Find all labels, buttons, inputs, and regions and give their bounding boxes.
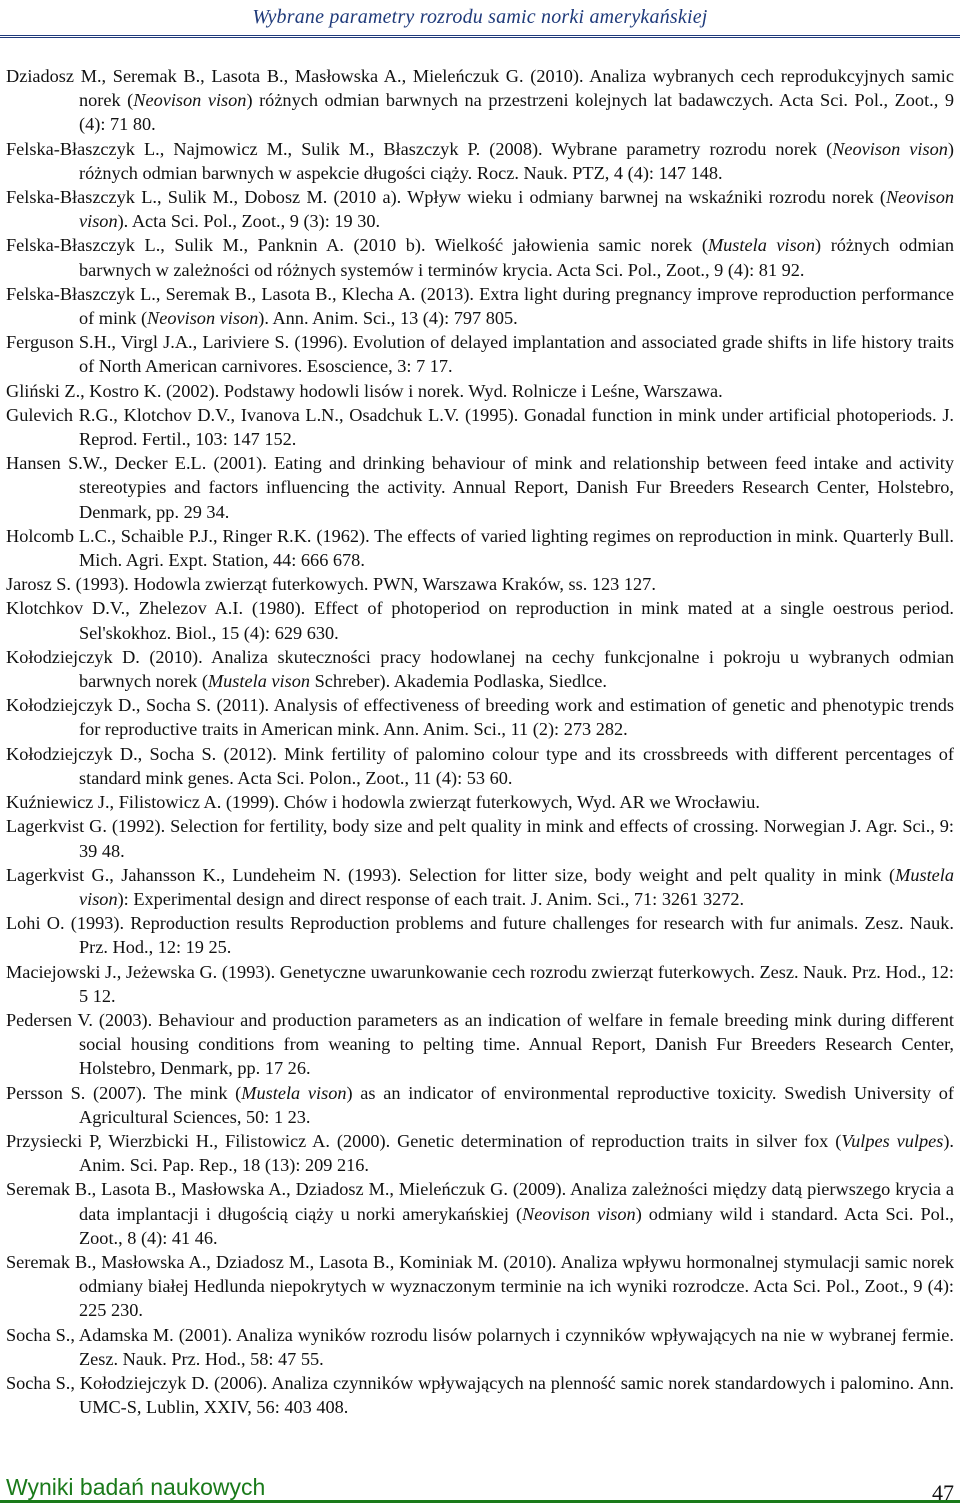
reference-item: Lohi O. (1993). Reproduction results Reproduction problems and future challenges for research with fur animals. Zesz. Nauk. Prz. Hod., 12: 19 25.	[6, 913, 954, 958]
reference-item: Felska-Błaszczyk L., Najmowicz M., Sulik M., Błaszczyk P. (2008). Wybrane parametry rozrodu norek (Neovison vison) różnych odmian barwnych w aspekcie długości ciąży. Rocz. Nauk. PTZ, 4 (4): 147 148.	[6, 138, 954, 183]
reference-list	[6, 64, 954, 1419]
reference-item: Kołodziejczyk D. (2010). Analiza skuteczności pracy hodowlanej na cechy funkcjonalne i pokroju u wybranych odmian barwnych norek (Mustela vison Schreber). Akademia Podlaska, Siedlce.	[6, 646, 954, 692]
reference-item: Holcomb L.C., Schaible P.J., Ringer R.K. (1962). The effects of varied lighting regimes on reproduction in mink. Quarterly Bull. Mich. Agri. Expt. Station, 44: 666 678.	[6, 525, 954, 571]
header-rule	[0, 35, 960, 38]
reference-item: Gulevich R.G., Klotchov D.V., Ivanova L.N., Osadchuk L.V. (1995). Gonadal function in mink under artificial photoperiods. J. Reprod. Fertil., 103: 147 152.	[6, 404, 954, 450]
reference-item: Socha S., Kołodziejczyk D. (2006). Analiza czynników wpływających na plenność samic norek standardowych i palomino. Ann. UMC-S, Lublin, XXIV, 56: 403 408.	[6, 1372, 954, 1418]
reference-item: Kołodziejczyk D., Socha S. (2012). Mink fertility of palomino colour type and its crossbreeds with different percentages of standard mink genes. Acta Sci. Polon., Zoot., 11 (4): 53 60.	[6, 743, 954, 788]
reference-item: Felska-Błaszczyk L., Sulik M., Dobosz M. (2010 a). Wpływ wieku i odmiany barwnej na wskaźniki rozrodu norek (Neovison vison). Acta Sci. Pol., Zoot., 9 (3): 19 30.	[6, 187, 954, 232]
reference-item: Dziadosz M., Seremak B., Lasota B., Masłowska A., Mieleńczuk G. (2010). Analiza wybranych cech reprodukcyjnych samic norek (Neovison vison) różnych odmian barwnych na przestrzeni kolejnych lat badawczych. Acta Sci. Pol., Zoot., 9 (4): 71 80.	[6, 66, 954, 135]
reference-item: Seremak B., Lasota B., Masłowska A., Dziadosz M., Mieleńczuk G. (2009). Analiza zależności między datą pierwszego krycia a data implantacji i długością ciąży u norki amerykańskiej (Neovison vison) odmiany wild i standard. Acta Sci. Pol., Zoot., 8 (4): 41 46.	[6, 1179, 954, 1248]
reference-item: Kuźniewicz J., Filistowicz A. (1999). Chów i hodowla zwierząt futerkowych, Wyd. AR we Wrocławiu.	[6, 792, 760, 813]
reference-item: Maciejowski J., Jeżewska G. (1993). Genetyczne uwarunkowanie cech rozrodu zwierząt futerkowych. Zesz. Nauk. Prz. Hod., 12: 5 12.	[6, 961, 954, 1006]
reference-item: Lagerkvist G., Jahansson K., Lundeheim N. (1993). Selection for litter size, body weight and pelt quality in mink (Mustela vison): Experimental design and direct response of each trait. J. Anim. Sci., 71: 3261 3272.	[6, 864, 954, 909]
reference-item: Socha S., Adamska M. (2001). Analiza wyników rozrodu lisów polarnych i czynników wpływających na nie w wybranej fermie. Zesz. Nauk. Prz. Hod., 58: 47 55.	[6, 1324, 954, 1369]
footer-section-label: Wyniki badań naukowych	[6, 1474, 266, 1500]
page-number: 47	[932, 1480, 954, 1505]
reference-item: Klotchkov D.V., Zhelezov A.I. (1980). Effect of photoperiod on reproduction in mink mated at a single oestrous period. Sel'skokhoz. Biol., 15 (4): 629 630.	[6, 598, 954, 643]
reference-item: Gliński Z., Kostro K. (2002). Podstawy hodowli lisów i norek. Wyd. Rolnicze i Leśne, Warszawa.	[6, 380, 723, 401]
reference-item: Lagerkvist G. (1992). Selection for fertility, body size and pelt quality in mink and effects of crossing. Norwegian J. Agr. Sci., 9: 39 48.	[6, 816, 954, 861]
reference-item: Przysiecki P, Wierzbicki H., Filistowicz A. (2000). Genetic determination of reproduction traits in silver fox (Vulpes vulpes). Anim. Sci. Pap. Rep., 18 (13): 209 216.	[6, 1130, 955, 1176]
reference-item: Persson S. (2007). The mink (Mustela vison) as an indicator of environmental reproductive toxicity. Swedish University of Agricultural Sciences, 50: 1 23.	[6, 1082, 954, 1127]
reference-item: Seremak B., Masłowska A., Dziadosz M., Lasota B., Kominiak M. (2010). Analiza wpływu hormonalnej stymulacji samic norek odmiany białej Hedlunda niepokrytych w wyznaczonym terminie na ich wyniki rozrodcze. Acta Sci. Pol., Zoot., 9 (4): 225 230.	[6, 1251, 954, 1321]
reference-item: Jarosz S. (1993). Hodowla zwierząt futerkowych. PWN, Warszawa Kraków, ss. 123 127.	[6, 574, 656, 595]
running-header: Wybrane parametry rozrodu samic norki amerykańskiej	[252, 6, 708, 28]
reference-item: Ferguson S.H., Virgl J.A., Lariviere S. (1996). Evolution of delayed implantation and associated grade shifts in life history traits of North American carnivores. Esoscience, 3: 7 17.	[6, 332, 954, 377]
reference-item: Hansen S.W., Decker E.L. (2001). Eating and drinking behaviour of mink and relationship between feed intake and activity stereotypies and factors influencing the activity. Annual Report, Danish Fur Breeders Research Center, Holstebro, Denmark, pp. 29 34.	[6, 453, 954, 522]
footer-rule	[0, 1500, 960, 1503]
reference-item: Pedersen V. (2003). Behaviour and production parameters as an indication of welfare in female breeding mink during different social housing conditions from weaning to pelting time. Annual Report, Danish Fur Breeders Research Center, Holstebro, Denmark, pp. 17 26.	[6, 1009, 954, 1079]
reference-item: Felska-Błaszczyk L., Sulik M., Panknin A. (2010 b). Wielkość jałowienia samic norek (Mustela vison) różnych odmian barwnych w zależności od różnych systemów i terminów krycia. Acta Sci. Pol., Zoot., 9 (4): 81 92.	[6, 235, 954, 280]
reference-item: Kołodziejczyk D., Socha S. (2011). Analysis of effectiveness of breeding work and estimation of genetic and phenotypic trends for reproductive traits in American mink. Ann. Anim. Sci., 11 (2): 273 282.	[6, 695, 954, 740]
reference-item: Felska-Błaszczyk L., Seremak B., Lasota B., Klecha A. (2013). Extra light during pregnancy improve reproduction performance of mink (Neovison vison). Ann. Anim. Sci., 13 (4): 797 805.	[6, 283, 954, 329]
